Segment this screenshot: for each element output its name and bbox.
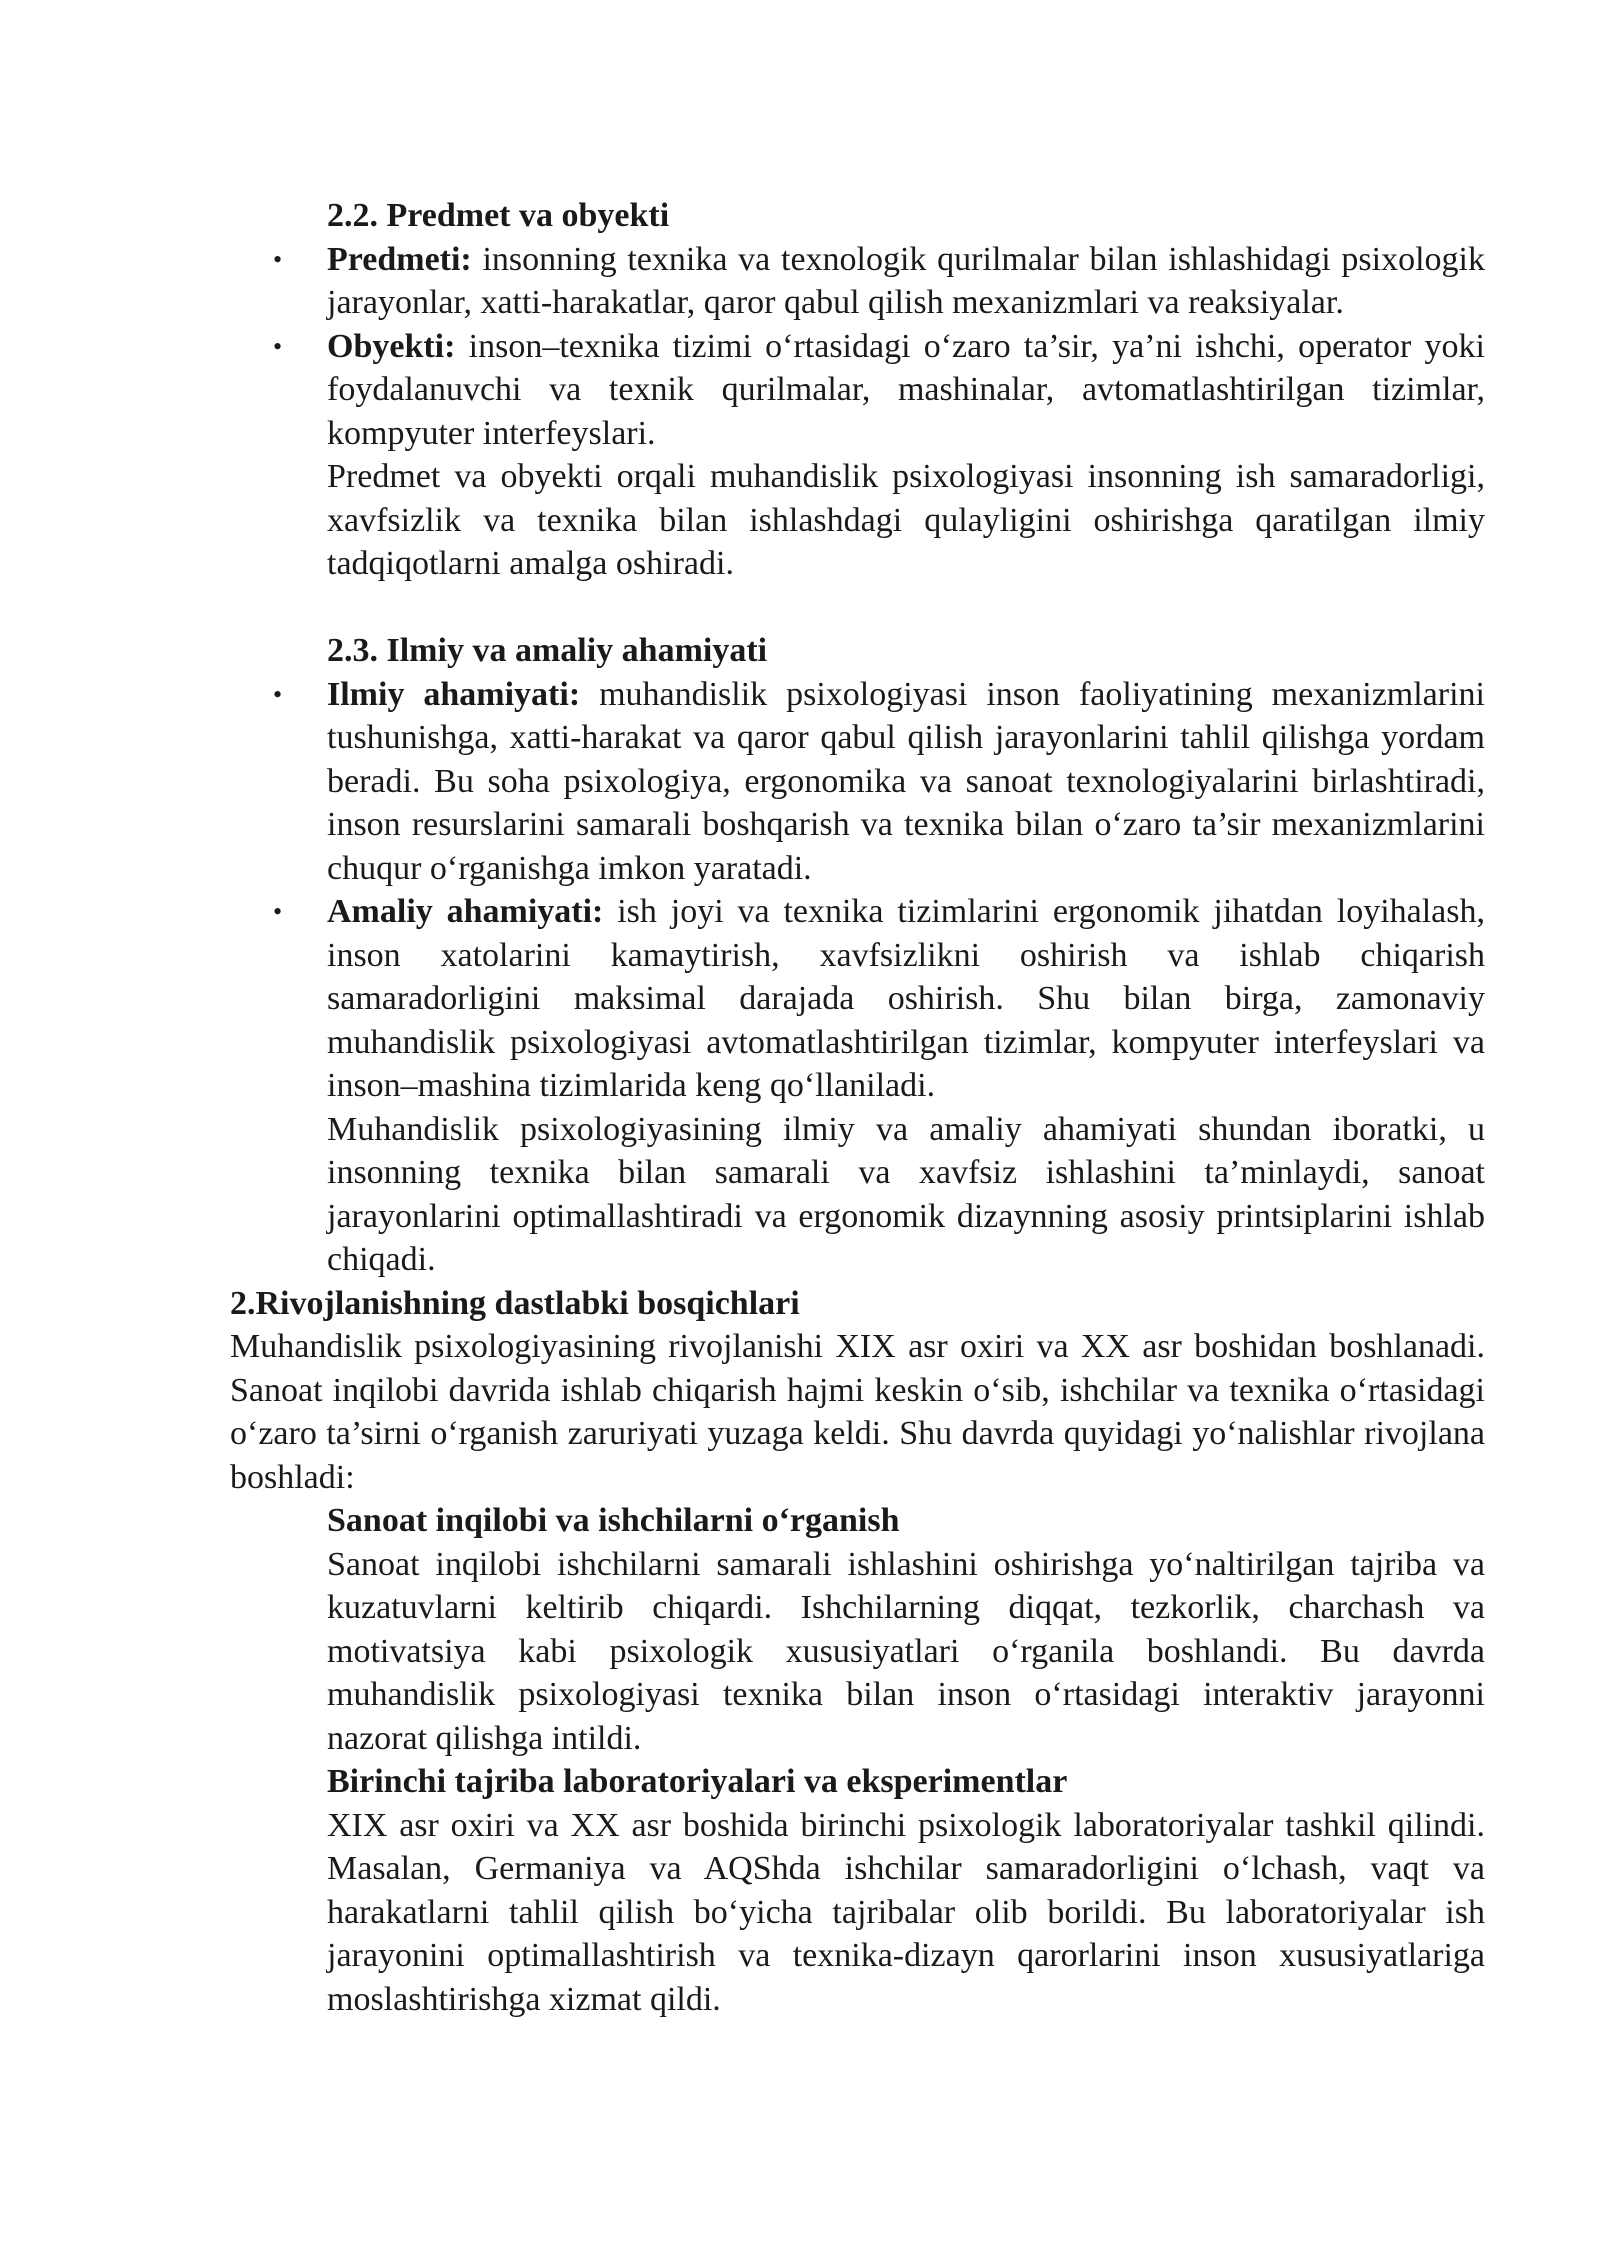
bullet-icon: •	[273, 331, 283, 361]
term-label: Predmeti:	[327, 240, 472, 278]
bullet-icon: •	[273, 897, 283, 926]
list-item	[273, 325, 1485, 456]
term-definition: insonning texnika va texnologik qurilmalar bilan ishlashidagi psixologik jarayonlar, xatti-harakatlar, qaror qabul qilish mexanizmlari va reaksiyalar.	[327, 240, 1485, 321]
bullet-list	[273, 673, 1485, 1108]
term-label: Amaliy ahamiyati:	[327, 893, 604, 930]
section-heading: 2.Rivojlanishning dastlabki bosqichlari	[230, 1284, 800, 1322]
subsection-paragraph: Sanoat inqilobi ishchilarni samarali ishlashini oshirishga yoʻnaltirilgan tajriba va kuzatuvlarni keltirib chiqardi. Ishchilarning diqqat, tezkorlik, charchash va motivatsiya kabi psixologik xususiyatlari oʻrganila boshlandi. Bu davrda muhandislik psixologiyasi texnika bilan inson oʻrtasidagi interaktiv jarayonni nazorat qilishga intildi.	[327, 1545, 1485, 1757]
bullet-list	[273, 238, 1485, 456]
list-item	[273, 673, 1485, 891]
section-heading: 2.3. Ilmiy va amaliy ahamiyati	[327, 632, 768, 669]
section-2-3	[230, 629, 1485, 1282]
document-body	[230, 194, 1485, 2021]
term-label: Obyekti:	[327, 327, 456, 365]
bullet-icon: •	[273, 679, 283, 709]
list-item	[273, 238, 1485, 325]
section-2	[230, 1282, 1485, 2022]
section-heading: 2.2. Predmet va obyekti	[327, 197, 670, 234]
term-definition: inson–texnika tizimi oʻrtasidagi oʻzaro ta’sir, ya’ni ishchi, operator yoki foydalanuvchi va texnik qurilmalar, mashinalar, avtomatlashtirilgan tizimlar, kompyuter interfeyslari.	[327, 327, 1485, 452]
section-2-2	[230, 194, 1485, 586]
list-item	[273, 890, 1485, 1108]
bullet-icon: •	[273, 244, 283, 274]
subsection-industrial-revolution	[230, 1499, 1485, 2021]
term-definition: muhandislik psixologiyasi inson faoliyatining mexanizmlarini tushunishga, xatti-harakat va qaror qabul qilish jarayonlarini tahlil qilishga yordam beradi. Bu soha psixologiya, ergonomika va sanoat texnologiyalarini birlashtiradi, inson resurslarini samarali boshqarish va texnika bilan oʻzaro ta’sir mexanizmlarini chuqur oʻrganishga imkon yaratadi.	[327, 675, 1485, 887]
term-label: Ilmiy ahamiyati:	[327, 675, 581, 713]
subsection-paragraph: XIX asr oxiri va XX asr boshida birinchi psixologik laboratoriyalar tashkil qilindi. Masalan, Germaniya va AQShda ishchilar samaradorligini oʻlchash, vaqt va harakatlarni tahlil qilish boʻyicha tajribalar olib borildi. Bu laboratoriyalar ish jarayonini optimallashtirish va texnika-dizayn qarorlarini inson xususiyatlariga moslashtirishga xizmat qildi.	[327, 1806, 1485, 2018]
subsection-heading: Birinchi tajriba laboratoriyalari va eksperimentlar	[327, 1763, 1068, 1800]
term-definition: ish joyi va texnika tizimlarini ergonomik jihatdan loyihalash, inson xatolarini kamaytirish, xavfsizlikni oshirish va ishlab chiqarish samaradorligini maksimal darajada oshirish. Shu bilan birga, zamonaviy muhandislik psixologiyasi avtomatlashtirilgan tizimlar, kompyuter interfeyslari va inson–mashina tizimlarida keng qoʻllaniladi.	[327, 893, 1485, 1104]
intro-paragraph: Muhandislik psixologiyasining rivojlanishi XIX asr oxiri va XX asr boshidan boshlanadi. Sanoat inqilobi davrida ishlab chiqarish hajmi keskin oʻsib, ishchilar va texnika oʻrtasidagi oʻzaro ta’sirni oʻrganish zaruriyati yuzaga keldi. Shu davrda quyidagi yoʻnalishlar rivojlana boshladi:	[230, 1328, 1485, 1496]
subsection-heading: Sanoat inqilobi va ishchilarni oʻrganish	[327, 1502, 900, 1539]
spacer	[230, 586, 1485, 630]
summary-paragraph: Muhandislik psixologiyasining ilmiy va amaliy ahamiyati shundan iboratki, u insonning texnika bilan samarali va xavfsiz ishlashini ta’minlaydi, sanoat jarayonlarini optimallashtiradi va ergonomik dizaynning asosiy printsiplarini ishlab chiqadi.	[327, 1110, 1485, 1278]
summary-paragraph: Predmet va obyekti orqali muhandislik psixologiyasi insonning ish samaradorligi, xavfsizlik va texnika bilan ishlashdagi qulayligini oshirishga qaratilgan ilmiy tadqiqotlarni amalga oshiradi.	[327, 458, 1485, 582]
